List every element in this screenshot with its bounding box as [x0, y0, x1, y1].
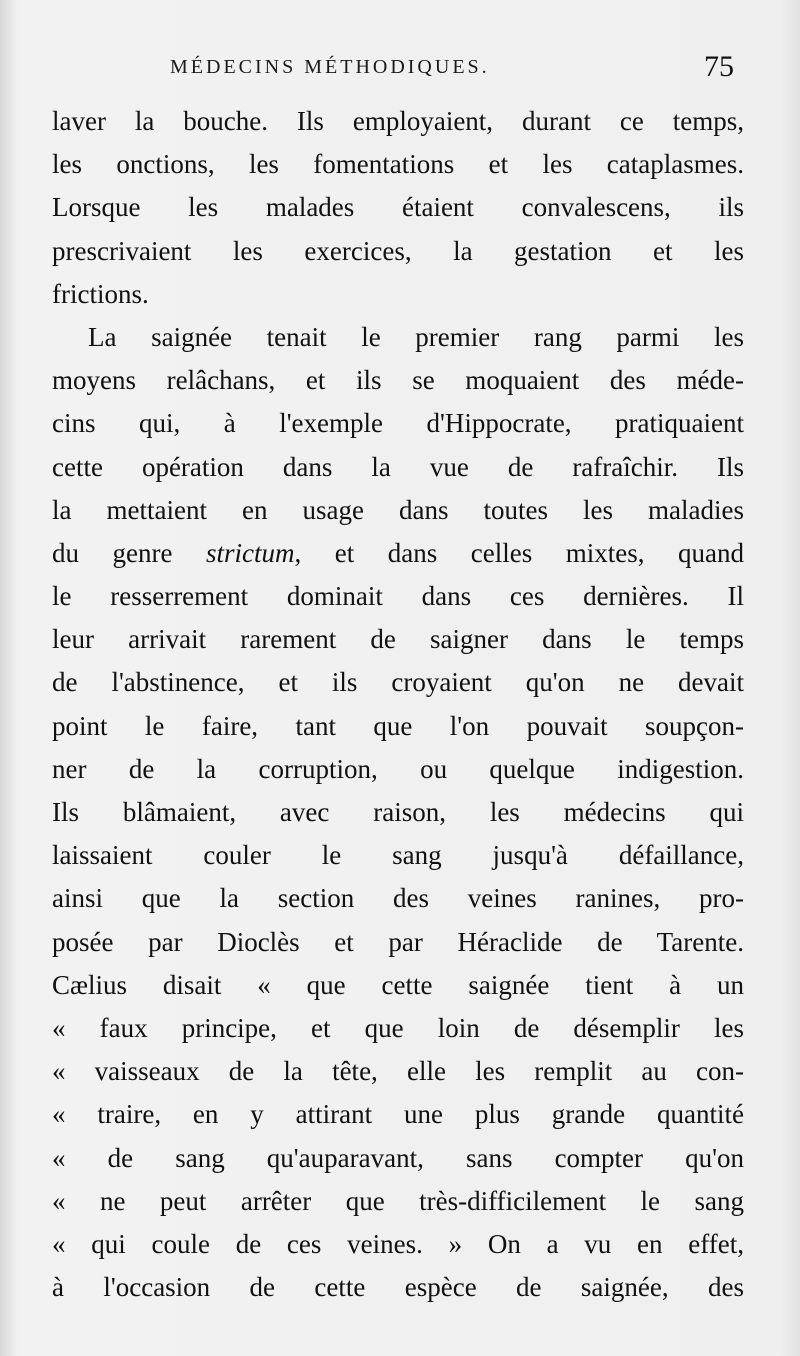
text-line: les onctions, les fomentations et les cataplasmes. — [52, 149, 744, 180]
text-line: cins qui, à l'exemple d'Hippocrate, pratiquaient — [52, 408, 744, 439]
italic-term: strictum — [206, 537, 295, 568]
text-line: Lorsque les malades étaient convalescens, ils — [52, 192, 744, 223]
text-line: moyens relâchans, et ils se moquaient des méde- — [52, 365, 744, 396]
text-line: cette opération dans la vue de rafraîchir. Ils — [52, 451, 744, 482]
text-line: frictions. — [52, 278, 149, 309]
text-line: laissaient couler le sang jusqu'à défaillance, — [52, 840, 744, 871]
text-line: le resserrement dominait dans ces dernières. Il — [52, 581, 744, 612]
text-line: « vaisseaux de la tête, elle les remplit au con- — [52, 1056, 744, 1087]
text-line: prescrivaient les exercices, la gestation et les — [52, 235, 744, 266]
text-line: Ils blâmaient, avec raison, les médecins qui — [52, 797, 744, 827]
text-line: « de sang qu'auparavant, sans compter qu'on — [52, 1142, 744, 1173]
running-title: MÉDECINS MÉTHODIQUES. — [170, 56, 490, 78]
text-line: « traire, en y attirant une plus grande quantité — [52, 1099, 744, 1130]
text-line: point le faire, tant que l'on pouvait soupçon- — [52, 710, 744, 741]
text-line: « ne peut arrêter que très-difficilement le sang — [52, 1185, 744, 1216]
page-number: 75 — [704, 50, 734, 83]
text-line-with-italic — [52, 532, 744, 575]
body-text — [52, 100, 744, 1309]
text-line: à l'occasion de cette espèce de saignée, des — [52, 1272, 744, 1303]
text-line: de l'abstinence, et ils croyaient qu'on ne devait — [52, 667, 744, 698]
text-line: « qui coule de ces veines. » On a vu en effet, — [52, 1228, 744, 1259]
text-line: ner de la corruption, ou quelque indigestion. — [52, 753, 744, 784]
text-line: la mettaient en usage dans toutes les maladies — [52, 494, 744, 525]
page-header — [50, 50, 750, 92]
text-line: « faux principe, et que loin de désemplir les — [52, 1012, 744, 1043]
text-run: , et dans celles mixtes, quand — [294, 537, 744, 568]
text-line: posée par Dioclès et par Héraclide de Tarente. — [52, 926, 744, 957]
text-line: Cælius disait « que cette saignée tient à un — [52, 969, 744, 1000]
text-line: La saignée tenait le premier rang parmi les — [88, 321, 744, 352]
text-line: ainsi que la section des veines ranines, pro- — [52, 883, 744, 914]
text-line: leur arrivait rarement de saigner dans le temps — [52, 624, 744, 655]
text-line: laver la bouche. Ils employaient, durant ce temps, — [52, 106, 744, 136]
text-run: du genre — [52, 537, 206, 568]
